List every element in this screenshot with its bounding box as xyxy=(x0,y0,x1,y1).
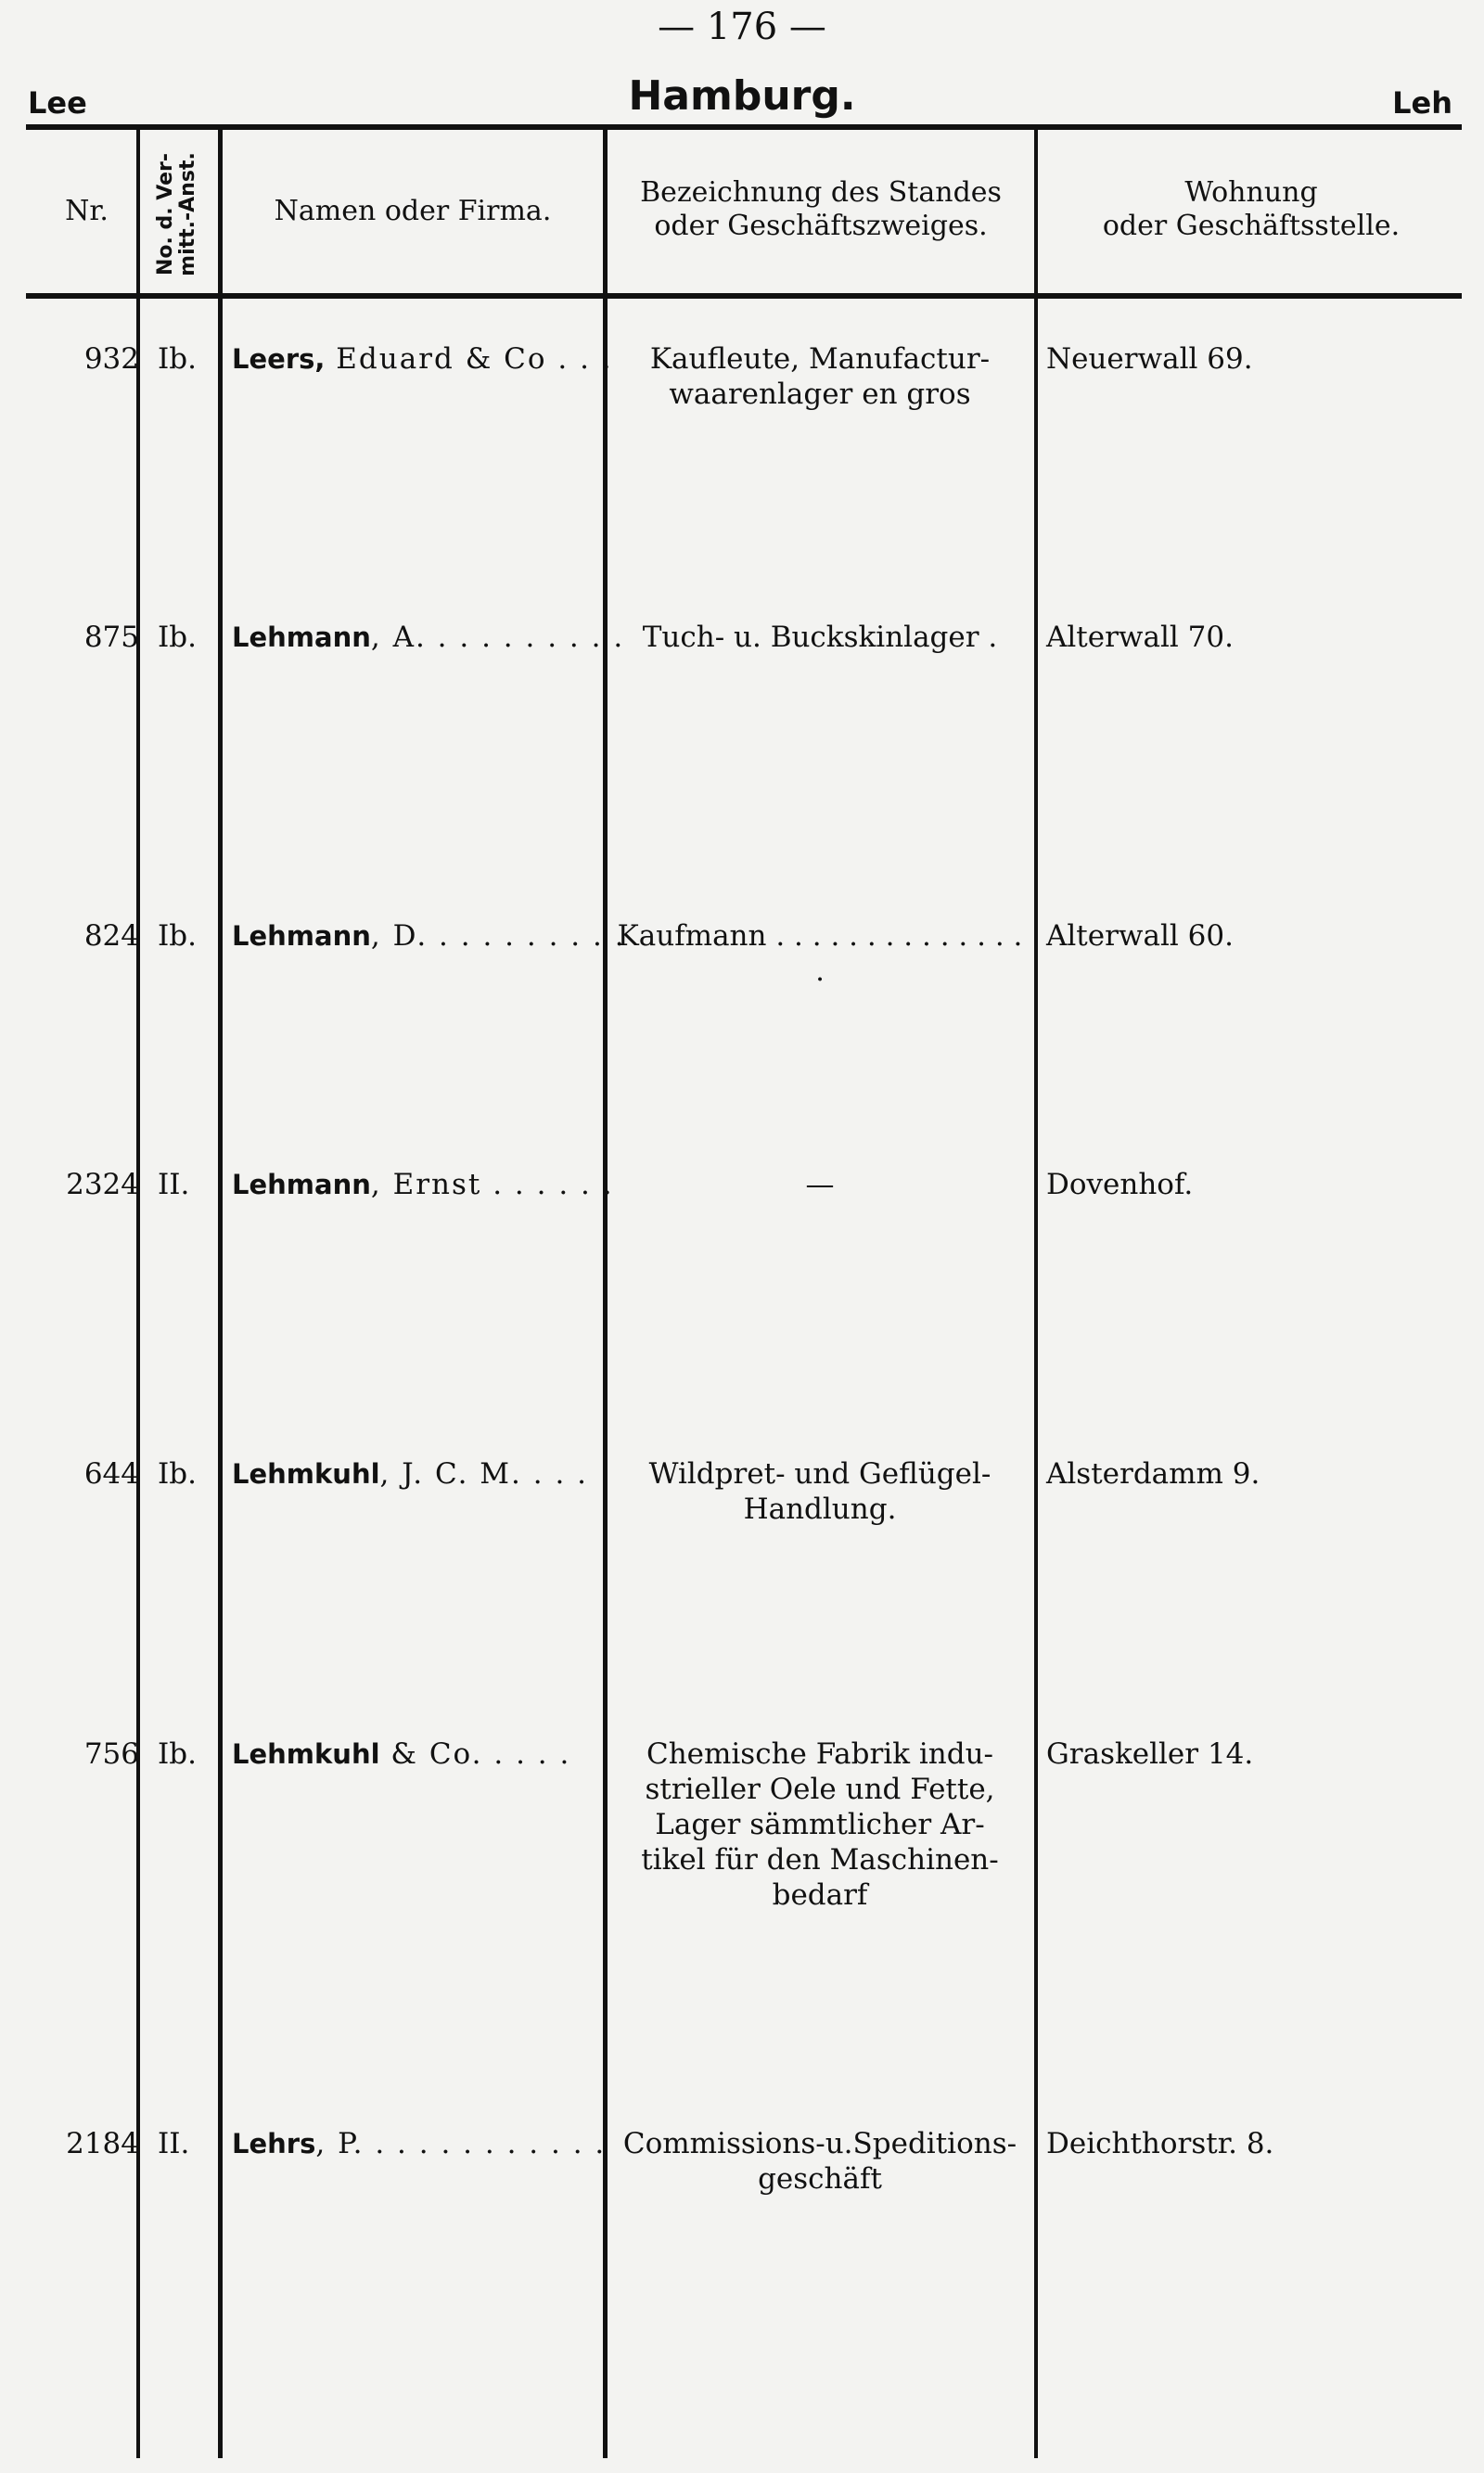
entry-business: Commissions-u.Speditions- geschäft xyxy=(622,2127,1017,2196)
entry-vermitt: Ib. xyxy=(158,919,197,953)
entry-number: 875 xyxy=(83,621,139,654)
table-row xyxy=(0,1167,1484,1223)
table-row xyxy=(0,918,1484,988)
table-row xyxy=(0,2126,1484,2196)
entry-number: 2184 xyxy=(66,2127,139,2160)
column-header-vermitt xyxy=(136,135,218,293)
column-rule-4 xyxy=(1034,130,1038,2458)
entry-name xyxy=(232,1167,614,1202)
entry-name xyxy=(232,1736,598,1772)
entry-name-rest: , P. . . . . . . . . . . . xyxy=(315,2127,607,2160)
entry-name-rest: Eduard & Co . . . xyxy=(325,342,613,376)
entry-name xyxy=(232,918,626,954)
table-row xyxy=(0,341,1484,411)
entry-business: Kaufmann . . . . . . . . . . . . . . . xyxy=(617,919,1023,988)
entry-name-rest: & Co. . . . . xyxy=(379,1737,571,1771)
entry-vermitt: Ib. xyxy=(158,342,197,376)
table-row xyxy=(0,620,1484,675)
entry-number: 2324 xyxy=(66,1168,139,1201)
entry-name-bold: Lehrs xyxy=(232,2128,316,2159)
column-header-nr: Nr. xyxy=(65,195,109,227)
column-rule-3 xyxy=(603,130,608,2458)
entry-address: Alsterdamm 9. xyxy=(1046,1457,1260,1491)
entry-vermitt: II. xyxy=(158,1168,190,1201)
entry-business: Chemische Fabrik indu- strieller Oele und Fette, Lager sämmtlicher Ar- tikel für den Maschinen- bedarf xyxy=(641,1737,999,1912)
table-row xyxy=(0,1456,1484,1526)
entry-address: Graskeller 14. xyxy=(1046,1737,1254,1771)
column-header-business: Bezeichnung des Standes oder Geschäftszweiges. xyxy=(640,176,1002,242)
entry-name-bold: Lehmann xyxy=(232,920,371,952)
entry-number: 644 xyxy=(83,1457,139,1491)
entry-business: Wildpret- und Geflügel- Handlung. xyxy=(648,1457,991,1526)
entry-name xyxy=(232,620,625,655)
entry-name-bold: Leers, xyxy=(232,343,326,375)
entry-vermitt: II. xyxy=(158,2127,190,2160)
entry-name-rest: , D. . . . . . . . . . xyxy=(370,919,626,953)
column-header-address: Wohnung oder Geschäftsstelle. xyxy=(1102,176,1401,242)
entry-address: Alterwall 70. xyxy=(1046,621,1234,654)
entry-address: Dovenhof. xyxy=(1046,1168,1194,1201)
entry-vermitt: Ib. xyxy=(158,1737,197,1771)
entry-name xyxy=(232,341,613,377)
table-row xyxy=(0,1736,1484,1912)
column-rule-1 xyxy=(136,130,140,2458)
page-number: — 176 — xyxy=(658,6,826,48)
entry-address: Deichthorstr. 8. xyxy=(1046,2127,1274,2160)
header-top-rule xyxy=(26,124,1462,130)
range-start: Lee xyxy=(28,85,87,121)
entry-business: Kaufleute, Manufactur- waarenlager en gros xyxy=(649,342,991,411)
entry-number: 932 xyxy=(83,342,139,376)
city-title: Hamburg. xyxy=(628,72,856,120)
entry-vermitt: Ib. xyxy=(158,621,197,654)
entry-name-rest: , J. C. M. . . . xyxy=(379,1457,589,1491)
column-rule-2 xyxy=(218,130,223,2458)
entry-name xyxy=(232,1456,598,1492)
column-header-name: Namen oder Firma. xyxy=(274,195,552,227)
entry-address: Neuerwall 69. xyxy=(1046,342,1253,376)
header-bottom-rule xyxy=(26,293,1462,299)
entry-business: Tuch- u. Buckskinlager . xyxy=(642,621,998,654)
column-header-vermitt-text: No. d. Ver- mitt.-Anst. xyxy=(154,152,199,276)
entry-name-bold: Lehmann xyxy=(232,621,371,653)
entry-name-bold: Lehmann xyxy=(232,1169,371,1200)
entry-name-rest: , A. . . . . . . . . . xyxy=(370,621,625,654)
entry-name-rest: , Ernst . . . . . . xyxy=(370,1168,614,1201)
entry-number: 824 xyxy=(83,919,139,953)
entry-address: Alterwall 60. xyxy=(1046,919,1234,953)
entry-business: — xyxy=(805,1168,835,1201)
entry-name xyxy=(232,2126,607,2161)
range-end: Leh xyxy=(1392,85,1452,121)
entry-name-bold: Lehmkuhl xyxy=(232,1738,380,1770)
entry-name-bold: Lehmkuhl xyxy=(232,1458,380,1490)
entry-vermitt: Ib. xyxy=(158,1457,197,1491)
entry-number: 756 xyxy=(83,1737,139,1771)
